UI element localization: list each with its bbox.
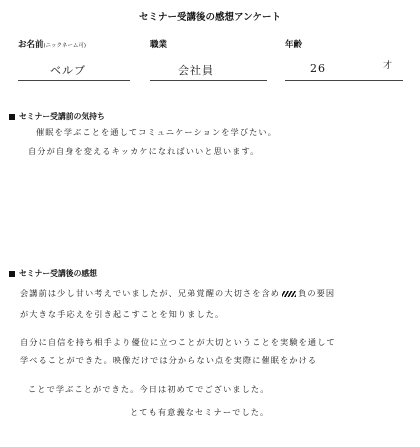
scribble-mark-icon: [282, 291, 296, 297]
name-field: [18, 56, 130, 81]
page-title: セミナー受講後の感想アンケート: [139, 12, 281, 23]
after-line-1: 会講前は少し甘い考えでいましたが、兄弟覚醒の大切さを含め 負の要因: [20, 288, 336, 298]
square-bullet-icon: [9, 271, 15, 277]
name-value: ベルブ: [50, 64, 86, 77]
square-bullet-icon: [9, 114, 15, 120]
after-line-2: が大きな手応えを引き起こすことを知りました。: [20, 309, 225, 319]
job-field: [150, 56, 267, 81]
name-label: お名前(ニックネーム可): [18, 40, 87, 50]
before-line-1: 催眠を学ぶことを通してコミュニケーションを学びたい。: [36, 127, 277, 137]
after-line-4: 学べることができた。映像だけでは分からない点を実際に催眠をかける: [20, 355, 318, 365]
before-line-2: 自分が自身を変えるキッカケになればいいと思います。: [28, 146, 260, 156]
before-heading: セミナー受講前の気持ち: [9, 111, 105, 122]
job-value: 会社員: [178, 64, 214, 77]
age-value: 26: [310, 62, 326, 75]
after-heading: セミナー受講後の感想: [9, 268, 97, 279]
after-line-5: ことで学ぶことができた。今日は初めてでございました。: [28, 384, 270, 394]
age-unit: 才: [383, 61, 394, 71]
age-field: [285, 56, 403, 81]
job-label: 職業: [150, 40, 168, 50]
after-line-3: 自分に自信を持ち相手より優位に立つことが大切ということを実験を通して: [20, 337, 336, 347]
age-label: 年齢: [285, 40, 303, 50]
after-line-6: とても有意義なセミナーでした。: [130, 407, 270, 417]
